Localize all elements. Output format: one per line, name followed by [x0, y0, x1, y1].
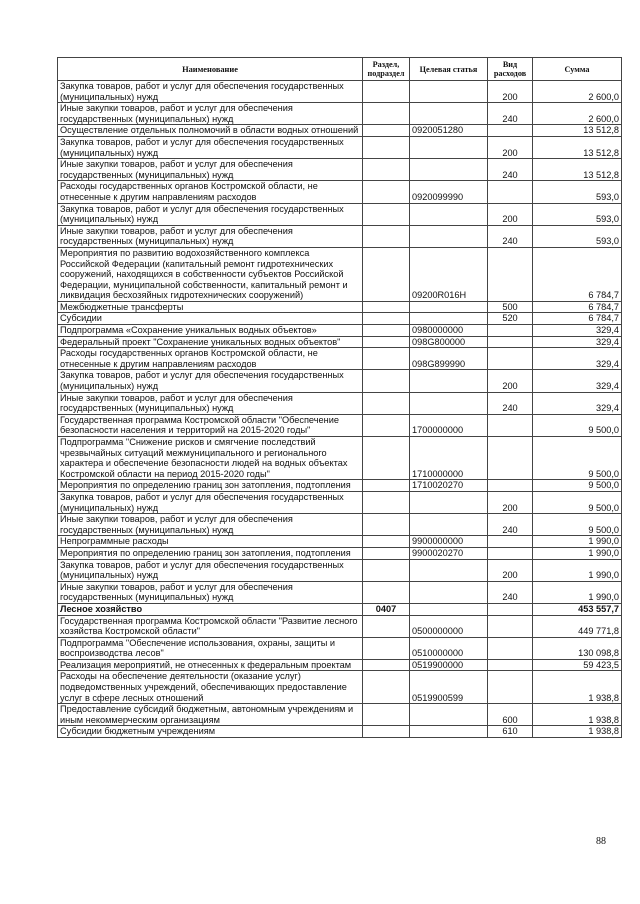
table-row	[58, 392, 622, 414]
cell-sum: 2 600,0	[533, 103, 622, 125]
cell-name: Расходы государственных органов Костромской области, не отнесенные к другим направлениям расходов	[58, 181, 363, 203]
header-name: Наименование	[58, 58, 363, 81]
table-row	[58, 203, 622, 225]
cell-section	[363, 103, 410, 125]
cell-expense: 200	[488, 136, 533, 158]
cell-section	[363, 437, 410, 480]
table-row	[58, 414, 622, 436]
cell-expense	[488, 480, 533, 492]
table-row	[58, 659, 622, 671]
cell-sum: 1 990,0	[533, 536, 622, 548]
cell-expense	[488, 536, 533, 548]
cell-expense	[488, 325, 533, 337]
cell-sum: 13 512,8	[533, 136, 622, 158]
table-row	[58, 225, 622, 247]
cell-target	[410, 704, 488, 726]
cell-expense: 200	[488, 203, 533, 225]
cell-section	[363, 325, 410, 337]
cell-target	[410, 301, 488, 313]
table-row	[58, 136, 622, 158]
cell-sum: 453 557,7	[533, 603, 622, 615]
cell-name: Иные закупки товаров, работ и услуг для обеспечения государственных (муниципальных) нужд	[58, 159, 363, 181]
cell-sum: 449 771,8	[533, 615, 622, 637]
cell-name: Федеральный проект "Сохранение уникальных водных объектов"	[58, 336, 363, 348]
cell-target	[410, 225, 488, 247]
cell-sum: 1 990,0	[533, 547, 622, 559]
cell-target	[410, 581, 488, 603]
cell-expense	[488, 637, 533, 659]
cell-sum: 593,0	[533, 225, 622, 247]
cell-section	[363, 225, 410, 247]
cell-target	[410, 136, 488, 158]
cell-expense	[488, 414, 533, 436]
cell-expense: 240	[488, 392, 533, 414]
table-row	[58, 313, 622, 325]
table-row	[58, 370, 622, 392]
cell-name: Межбюджетные трансферты	[58, 301, 363, 313]
cell-section	[363, 181, 410, 203]
cell-section	[363, 313, 410, 325]
cell-name: Субсидии бюджетным учреждениям	[58, 726, 363, 738]
cell-sum: 2 600,0	[533, 81, 622, 103]
cell-sum: 9 500,0	[533, 414, 622, 436]
cell-section	[363, 414, 410, 436]
cell-section	[363, 136, 410, 158]
cell-sum: 593,0	[533, 181, 622, 203]
cell-expense: 200	[488, 370, 533, 392]
table-row	[58, 559, 622, 581]
cell-section	[363, 637, 410, 659]
cell-sum: 9 500,0	[533, 480, 622, 492]
cell-name: Расходы государственных органов Костромской области, не отнесенные к другим направлениям расходов	[58, 348, 363, 370]
cell-target: 9900020270	[410, 547, 488, 559]
cell-expense: 240	[488, 225, 533, 247]
cell-name: Мероприятия по развитию водохозяйственного комплекса Российской Федерации (капитальный ремонт гидротехнических сооружений, находящихся в собственности субъектов Российской Федерации, муниципальной собственности, капитальный ремонт и ликвидация бесхозяйных гидротехнических сооружений)	[58, 247, 363, 301]
cell-sum: 6 784,7	[533, 313, 622, 325]
cell-target: 1710020270	[410, 480, 488, 492]
cell-sum: 1 990,0	[533, 581, 622, 603]
table-row	[58, 247, 622, 301]
cell-target	[410, 603, 488, 615]
cell-expense: 200	[488, 559, 533, 581]
cell-name: Закупка товаров, работ и услуг для обеспечения государственных (муниципальных) нужд	[58, 81, 363, 103]
cell-section	[363, 547, 410, 559]
cell-name: Иные закупки товаров, работ и услуг для обеспечения государственных (муниципальных) нужд	[58, 392, 363, 414]
table-row	[58, 325, 622, 337]
cell-target	[410, 514, 488, 536]
cell-sum: 329,4	[533, 392, 622, 414]
cell-section	[363, 480, 410, 492]
cell-name: Закупка товаров, работ и услуг для обеспечения государственных (муниципальных) нужд	[58, 370, 363, 392]
cell-section	[363, 704, 410, 726]
cell-expense	[488, 547, 533, 559]
header-expense: Вид расходов	[488, 58, 533, 81]
cell-section	[363, 159, 410, 181]
table-row	[58, 336, 622, 348]
cell-sum: 329,4	[533, 348, 622, 370]
cell-name: Закупка товаров, работ и услуг для обеспечения государственных (муниципальных) нужд	[58, 136, 363, 158]
table-row	[58, 726, 622, 738]
cell-name: Подпрограмма "Снижение рисков и смягчение последствий чрезвычайных ситуаций межмуниципального и регионального характера и обеспечение безопасности людей на водных объектах Костромской области на период 2015-2020 годы"	[58, 437, 363, 480]
cell-expense	[488, 437, 533, 480]
cell-name: Субсидии	[58, 313, 363, 325]
cell-sum: 329,4	[533, 336, 622, 348]
cell-target: 0519900000	[410, 659, 488, 671]
cell-name: Закупка товаров, работ и услуг для обеспечения государственных (муниципальных) нужд	[58, 203, 363, 225]
cell-name: Лесное хозяйство	[58, 603, 363, 615]
cell-name: Непрограммные расходы	[58, 536, 363, 548]
cell-expense: 500	[488, 301, 533, 313]
cell-target	[410, 491, 488, 513]
table-row	[58, 348, 622, 370]
header-target: Целевая статья	[410, 58, 488, 81]
table-row	[58, 603, 622, 615]
cell-target: 0920051280	[410, 125, 488, 137]
cell-section	[363, 581, 410, 603]
cell-sum: 1 938,8	[533, 704, 622, 726]
cell-sum: 593,0	[533, 203, 622, 225]
cell-section	[363, 370, 410, 392]
table-row	[58, 671, 622, 704]
cell-sum: 59 423,5	[533, 659, 622, 671]
cell-section	[363, 659, 410, 671]
cell-target: 0510000000	[410, 637, 488, 659]
cell-expense: 240	[488, 103, 533, 125]
cell-sum: 130 098,8	[533, 637, 622, 659]
cell-target	[410, 159, 488, 181]
cell-sum: 9 500,0	[533, 514, 622, 536]
cell-name: Подпрограмма «Сохранение уникальных водных объектов»	[58, 325, 363, 337]
cell-expense	[488, 615, 533, 637]
table-row	[58, 637, 622, 659]
table-body	[58, 81, 622, 738]
cell-section	[363, 392, 410, 414]
table-header-row	[58, 58, 622, 81]
cell-section: 0407	[363, 603, 410, 615]
cell-name: Закупка товаров, работ и услуг для обеспечения государственных (муниципальных) нужд	[58, 491, 363, 513]
cell-name: Мероприятия по определению границ зон затопления, подтопления	[58, 547, 363, 559]
table-row	[58, 547, 622, 559]
cell-expense: 600	[488, 704, 533, 726]
cell-target	[410, 370, 488, 392]
cell-expense: 240	[488, 159, 533, 181]
cell-section	[363, 491, 410, 513]
cell-sum: 6 784,7	[533, 247, 622, 301]
cell-sum: 9 500,0	[533, 491, 622, 513]
table-row	[58, 615, 622, 637]
cell-expense	[488, 181, 533, 203]
cell-target	[410, 313, 488, 325]
cell-target: 1700000000	[410, 414, 488, 436]
cell-sum: 1 938,8	[533, 726, 622, 738]
cell-name: Иные закупки товаров, работ и услуг для обеспечения государственных (муниципальных) нужд	[58, 514, 363, 536]
cell-sum: 6 784,7	[533, 301, 622, 313]
cell-section	[363, 81, 410, 103]
cell-name: Иные закупки товаров, работ и услуг для обеспечения государственных (муниципальных) нужд	[58, 581, 363, 603]
cell-section	[363, 247, 410, 301]
cell-target: 098G899990	[410, 348, 488, 370]
cell-name: Мероприятия по определению границ зон затопления, подтопления	[58, 480, 363, 492]
cell-expense	[488, 659, 533, 671]
cell-section	[363, 615, 410, 637]
cell-section	[363, 125, 410, 137]
cell-name: Государственная программа Костромской области "Обеспечение безопасности населения и территорий на 2015-2020 годы"	[58, 414, 363, 436]
cell-name: Расходы на обеспечение деятельности (оказание услуг) подведомственных учреждений, обеспечивающих предоставление услуг в сфере лесных отношений	[58, 671, 363, 704]
cell-target: 0519900599	[410, 671, 488, 704]
table-row	[58, 536, 622, 548]
cell-sum: 329,4	[533, 325, 622, 337]
cell-target: 0500000000	[410, 615, 488, 637]
cell-sum: 1 938,8	[533, 671, 622, 704]
table-row	[58, 181, 622, 203]
cell-section	[363, 514, 410, 536]
table-row	[58, 480, 622, 492]
cell-expense: 200	[488, 491, 533, 513]
cell-sum: 9 500,0	[533, 437, 622, 480]
cell-name: Государственная программа Костромской области "Развитие лесного хозяйства Костромской области"	[58, 615, 363, 637]
cell-target: 0920099990	[410, 181, 488, 203]
cell-expense	[488, 603, 533, 615]
cell-target	[410, 103, 488, 125]
table-row	[58, 103, 622, 125]
table-row	[58, 81, 622, 103]
cell-expense: 240	[488, 514, 533, 536]
header-section: Раздел, подраздел	[363, 58, 410, 81]
cell-name: Иные закупки товаров, работ и услуг для обеспечения государственных (муниципальных) нужд	[58, 103, 363, 125]
cell-expense	[488, 348, 533, 370]
cell-expense: 240	[488, 581, 533, 603]
header-sum: Сумма	[533, 58, 622, 81]
cell-section	[363, 536, 410, 548]
cell-expense	[488, 336, 533, 348]
cell-section	[363, 301, 410, 313]
cell-expense: 610	[488, 726, 533, 738]
cell-section	[363, 726, 410, 738]
cell-target: 1710000000	[410, 437, 488, 480]
cell-expense	[488, 247, 533, 301]
cell-name: Подпрограмма "Обеспечение использования, охраны, защиты и воспроизводства лесов"	[58, 637, 363, 659]
cell-target	[410, 203, 488, 225]
cell-section	[363, 203, 410, 225]
cell-target	[410, 81, 488, 103]
table-row	[58, 704, 622, 726]
budget-table	[57, 57, 622, 738]
cell-name: Закупка товаров, работ и услуг для обеспечения государственных (муниципальных) нужд	[58, 559, 363, 581]
table-row	[58, 581, 622, 603]
cell-name: Осуществление отдельных полномочий в области водных отношений	[58, 125, 363, 137]
cell-section	[363, 348, 410, 370]
cell-target	[410, 726, 488, 738]
table-row	[58, 125, 622, 137]
cell-sum: 1 990,0	[533, 559, 622, 581]
cell-expense	[488, 671, 533, 704]
page-number: 88	[596, 836, 606, 847]
cell-target: 098G800000	[410, 336, 488, 348]
table-row	[58, 491, 622, 513]
cell-section	[363, 559, 410, 581]
cell-target: 9900000000	[410, 536, 488, 548]
cell-sum: 13 512,8	[533, 125, 622, 137]
cell-section	[363, 336, 410, 348]
table-row	[58, 159, 622, 181]
cell-name: Предоставление субсидий бюджетным, автономным учреждениям и иным некоммерческим организациям	[58, 704, 363, 726]
cell-name: Реализация мероприятий, не отнесенных к федеральным проектам	[58, 659, 363, 671]
cell-sum: 329,4	[533, 370, 622, 392]
cell-expense	[488, 125, 533, 137]
cell-name: Иные закупки товаров, работ и услуг для обеспечения государственных (муниципальных) нужд	[58, 225, 363, 247]
table-row	[58, 514, 622, 536]
table-row	[58, 301, 622, 313]
cell-section	[363, 671, 410, 704]
table-row	[58, 437, 622, 480]
cell-target	[410, 392, 488, 414]
cell-expense: 520	[488, 313, 533, 325]
cell-target	[410, 559, 488, 581]
cell-expense: 200	[488, 81, 533, 103]
cell-target: 0980000000	[410, 325, 488, 337]
cell-target: 09200R016H	[410, 247, 488, 301]
cell-sum: 13 512,8	[533, 159, 622, 181]
